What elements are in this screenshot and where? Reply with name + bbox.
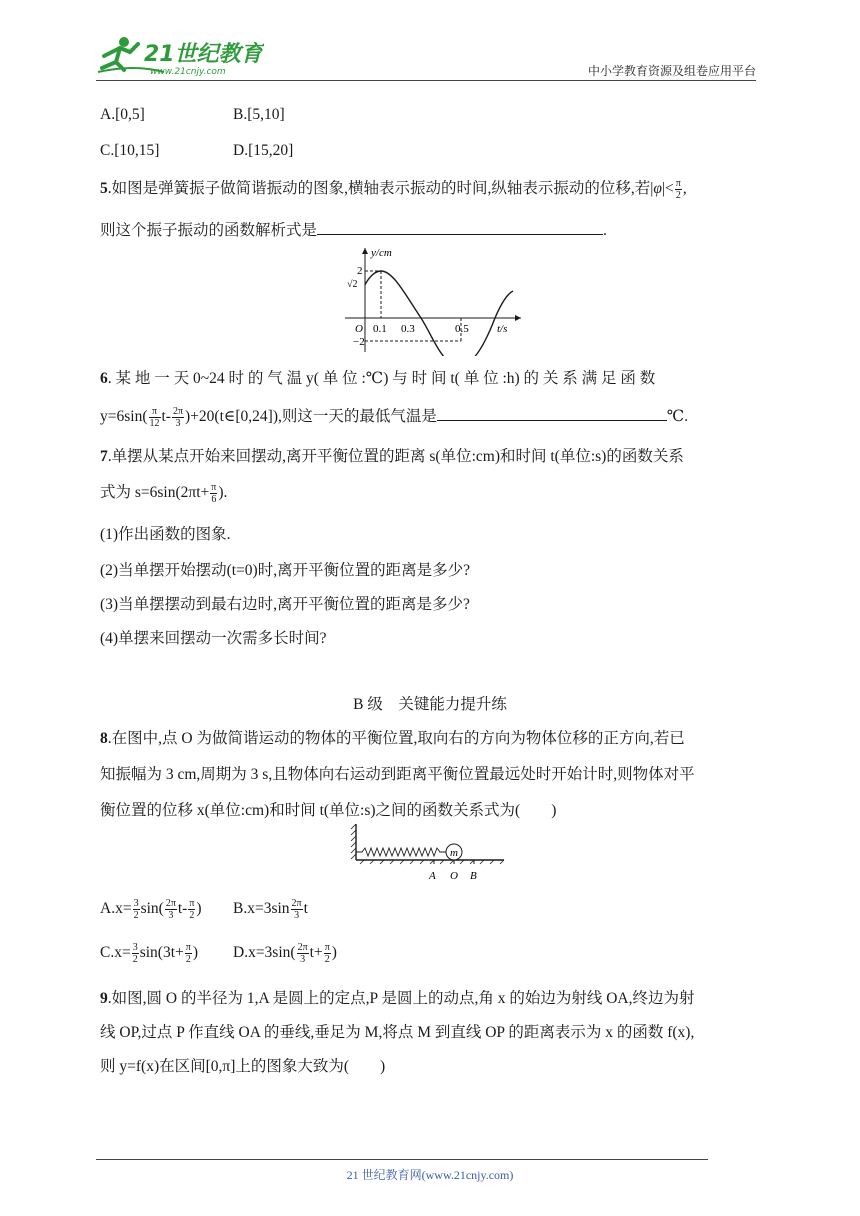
logo-url: www.21cnjy.com — [150, 67, 226, 77]
q6-answer-blank — [437, 420, 667, 421]
logo-text: 21世纪教育 — [144, 42, 263, 67]
q9-line1-text: .如图,圆 O 的半径为 1,A 是圆上的定点,P 是圆上的动点,角 x 的始边为射线 OA,终边为射 — [107, 990, 695, 1007]
x-tick-0.1: 0.1 — [373, 323, 387, 335]
platform-title: 中小学教育资源及组卷应用平台 — [587, 64, 756, 78]
x-axis-arrow — [515, 315, 521, 321]
q9-line2: 线 OP,过点 P 作直线 OA 的垂线,垂足为 M,将点 M 到直线 OP 的距离表示为 x 的函数 f(x), — [100, 1024, 695, 1041]
section-b-heading: B 级 关键能力提升练 — [353, 696, 507, 713]
y-axis-label: y/cm — [371, 247, 392, 259]
q6-line2 — [100, 404, 688, 429]
q5-answer-blank — [317, 234, 603, 235]
q8-line2: 知振幅为 3 cm,周期为 3 s,且物体向右运动到距离平衡位置最远处时开始计时,则物体对平 — [100, 766, 695, 783]
mass-label: m — [450, 847, 458, 859]
q8-option-d: D.x=3sin( $\frac{2\pi}{3}$ t+ $\frac{\pi}{2}$ ) — [233, 942, 337, 965]
y-tick-2: 2 — [357, 265, 363, 277]
q5-graph — [335, 244, 525, 356]
q5-fraction: $\frac{\pi}{2}$ — [675, 177, 681, 201]
header-divider — [96, 80, 756, 81]
q6-frac1: $\frac{\pi}{12}$ — [149, 405, 160, 429]
point-o-label: O — [450, 870, 458, 882]
q4-option-a: A.[0,5] — [100, 106, 145, 123]
q8-option-a: A.x= $\frac{3}{2}$ sin( $\frac{2\pi}{3}$ t- $\frac{\pi}{2}$ ) — [100, 898, 202, 921]
q4-option-d: D.[15,20] — [233, 142, 294, 159]
site-logo — [94, 34, 264, 78]
origin-label: O — [355, 323, 363, 335]
q8-spring-figure — [350, 820, 510, 884]
q6-formula-b: )+20(t∈[0,24]),则这一天的最低气温是 — [185, 408, 437, 425]
q6-line1-text: . 某 地 一 天 0~24 时 的 气 温 y( 单 位 :℃) 与 时 间 t( 单 位 :h) 的 关 系 满 足 函 数 — [107, 370, 656, 387]
wall-hatching — [351, 824, 356, 859]
y-tick-sqrt2: √2 — [347, 279, 358, 290]
q7-number: 7 — [100, 448, 108, 465]
q5-line2 — [100, 218, 607, 240]
q5-line1 — [100, 176, 687, 201]
footer-divider — [96, 1159, 708, 1160]
q6-unit: ℃. — [666, 408, 689, 425]
q7-line1-text: .单摆从某点开始来回摆动,离开平衡位置的距离 s(单位:cm)和时间 t(单位:s)的函数关系 — [107, 448, 684, 465]
q7-sub2: (2)当单摆开始摆动(t=0)时,离开平衡位置的距离是多少? — [100, 562, 470, 579]
y-axis-arrow — [362, 248, 368, 254]
q9-number: 9 — [100, 990, 108, 1007]
q5-number: 5 — [100, 180, 108, 197]
q6-number: 6 — [100, 370, 108, 387]
q5-text1: .如图是弹簧振子做简谐振动的图象,横轴表示振动的时间,纵轴表示振动的位移,若| — [107, 180, 654, 197]
point-a-label: A — [429, 870, 436, 882]
q7-sub1: (1)作出函数的图象. — [100, 526, 231, 543]
q6-line1 — [100, 366, 655, 388]
q6-formula-a: y=6sin( — [100, 408, 148, 425]
y-tick-neg2: −2 — [353, 336, 365, 348]
q9-line1 — [100, 986, 694, 1008]
x-tick-0.3: 0.3 — [401, 323, 415, 335]
q8-line1-text: .在图中,点 O 为做简谐运动的物体的平衡位置,取向右的方向为物体位移的正方向,若已 — [107, 730, 685, 747]
q9-line3: 则 y=f(x)在区间[0,π]上的图象大致为( ) — [100, 1058, 386, 1075]
q7-line1 — [100, 444, 684, 466]
q8-line3: 衡位置的位移 x(单位:cm)和时间 t(单位:s)之间的函数关系式为( ) — [100, 802, 557, 819]
q6-formula-t: t- — [161, 408, 171, 425]
q5-end: . — [603, 222, 607, 239]
x-axis-label: t/s — [497, 323, 508, 335]
q8-option-c: C.x= $\frac{3}{2}$ sin(3t+ $\frac{\pi}{2}$ ) — [100, 942, 199, 965]
sine-curve — [365, 271, 513, 356]
q5-line2-text: 则这个振子振动的函数解析式是 — [100, 222, 318, 239]
q7-formula-a: 式为 s=6sin(2πt+ — [100, 484, 210, 501]
q8-option-b: B.x=3sin $\frac{2\pi}{3}$ t — [233, 898, 308, 921]
x-tick-0.5: 0.5 — [455, 323, 469, 335]
q7-sub3: (3)当单摆摆动到最右边时,离开平衡位置的距离是多少? — [100, 596, 470, 613]
q5-text3: , — [682, 180, 687, 197]
spring — [356, 848, 446, 856]
q7-frac: $\frac{\pi}{6}$ — [211, 481, 217, 505]
q7-formula-b: ). — [218, 484, 228, 501]
q6-frac2: $\frac{2\pi}{3}$ — [172, 405, 184, 429]
q5-phi: φ — [653, 180, 662, 197]
point-b-label: B — [470, 870, 477, 882]
q5-text2: |< — [661, 180, 674, 197]
q7-sub4: (4)单摆来回摆动一次需多长时间? — [100, 630, 327, 647]
q8-number: 8 — [100, 730, 108, 747]
q4-option-b: B.[5,10] — [233, 106, 285, 123]
q8-line1 — [100, 726, 685, 748]
q4-option-c: C.[10,15] — [100, 142, 160, 159]
footer-text[interactable]: 21 世纪教育网(www.21cnjy.com) — [346, 1168, 514, 1182]
q7-line2 — [100, 480, 227, 505]
